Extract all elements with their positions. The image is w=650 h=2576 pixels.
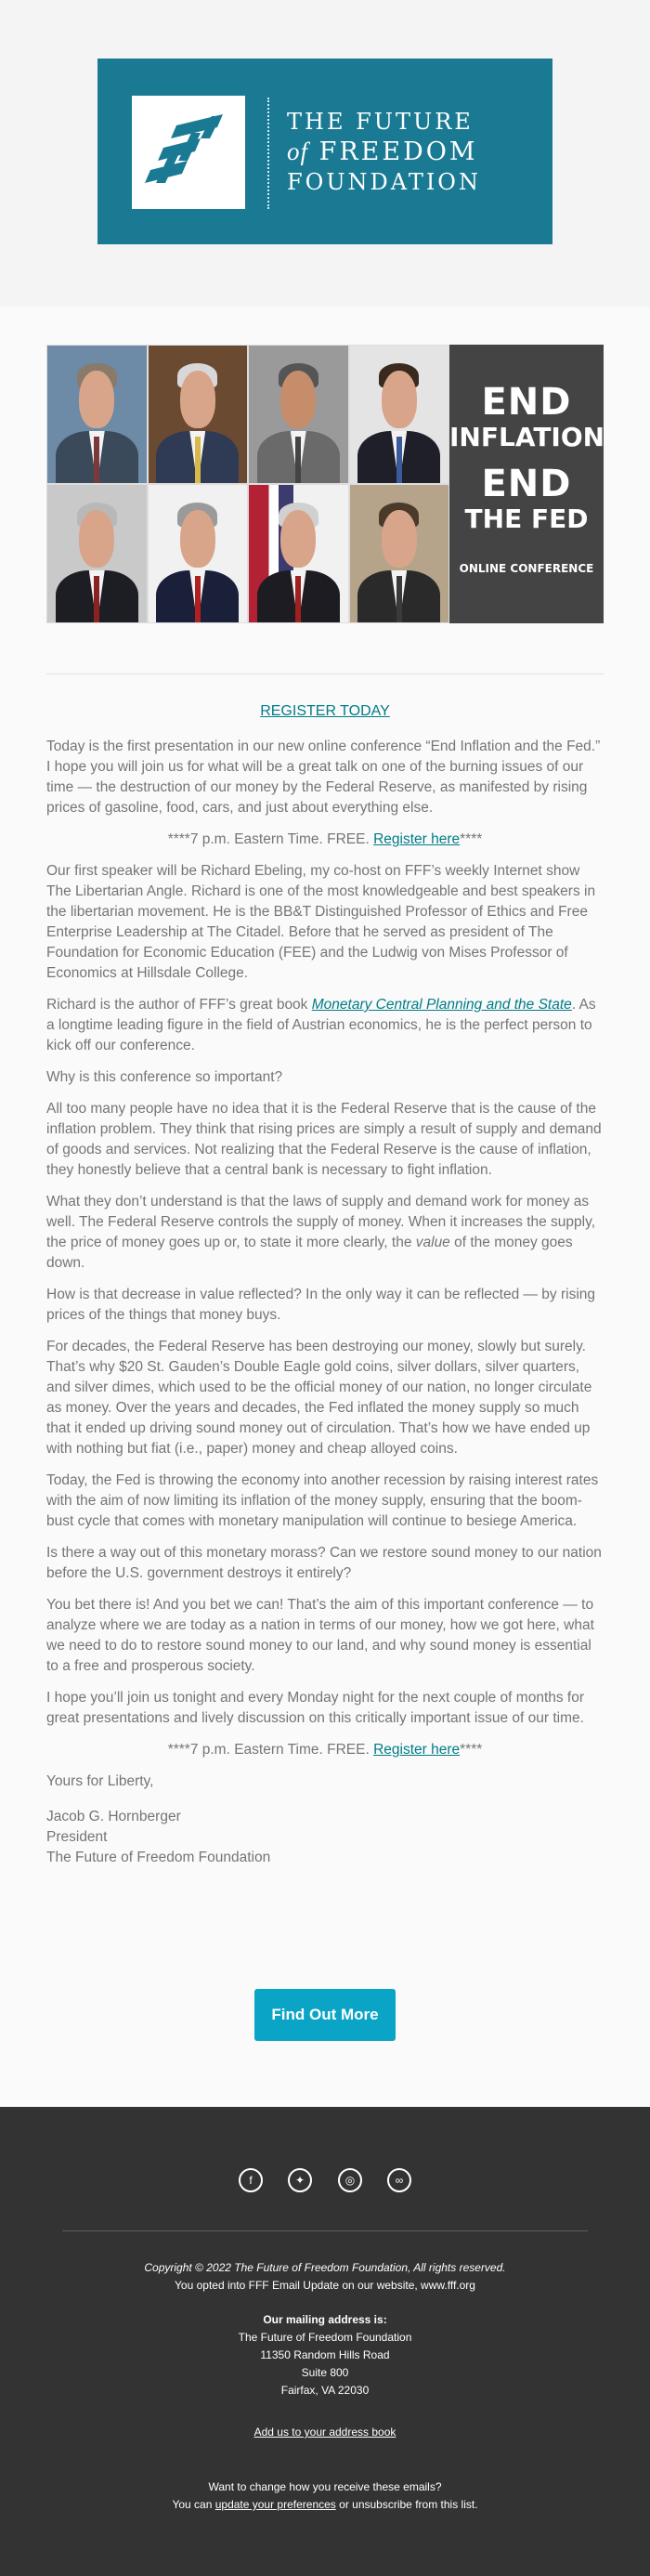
paragraph-intro: Today is the first presentation in our new online conference “End Inflation and the Fed.” I hope you will join us for what will be a great talk on one of the burning issues of our time — the destruction of our money by the Federal Reserve, as manifested by rising prices of gasoline, food, cars, and just about everything else.: [46, 739, 601, 816]
book-suffix: . As a longtime leading figure in the field of Austrian economics, he is the perfect person to kick off our conference.: [46, 997, 596, 1053]
paragraph-question: Why is this conference so important?: [46, 1069, 283, 1085]
find-out-more-button[interactable]: Find Out More: [254, 1989, 396, 2041]
speaker-photo: [248, 345, 349, 484]
event-time-suffix: ****: [460, 831, 483, 847]
closing: Yours for Liberty,: [46, 1773, 154, 1789]
supply-prefix: What they don’t understand is that the laws of supply and demand work for money as well. The Federal Reserve controls the supply of money. When it increases the supply, the price of money goes up or, to state it more clearly, the: [46, 1194, 596, 1250]
paragraph-decrease: How is that decrease in value reflected? In the only way it can be reflected — by rising prices of the things that money buys.: [46, 1287, 596, 1323]
speaker-photo: [248, 484, 349, 623]
divider: [46, 673, 604, 674]
book-title-link[interactable]: Monetary Central Planning and the State: [311, 997, 572, 1013]
supply-suffix: of the money goes down.: [46, 1235, 573, 1271]
logo-divider: [267, 98, 269, 209]
paragraph-join-us: I hope you’ll join us tonight and every Monday night for the next couple of months for great presentations and lively discussion on this critically important issue of our time.: [46, 1690, 585, 1726]
event-time-prefix: ****7 p.m. Eastern Time. FREE.: [167, 831, 374, 847]
event-time-line-2: [46, 1740, 604, 1760]
banner-the-fed: THE FED: [464, 503, 589, 534]
unsubscribe-text: or unsubscribe from this list.: [335, 2498, 478, 2511]
speaker-photos: [46, 345, 449, 623]
copyright: Copyright © 2022 The Future of Freedom Foundation, All rights reserved.: [144, 2261, 506, 2274]
banner-online-conference: ONLINE CONFERENCE: [459, 562, 594, 575]
event-time-suffix-2: ****: [460, 1742, 483, 1758]
header: [0, 0, 650, 307]
register-here-link-2[interactable]: Register here: [373, 1742, 461, 1758]
banner-end-1: END: [481, 381, 572, 424]
paragraph-way-out: Is there a way out of this monetary morass? Can we restore sound money to our nation before the U.S. government destroys it entirely?: [46, 1545, 602, 1581]
footer-text: [0, 2259, 650, 2530]
footer-divider: [62, 2230, 588, 2231]
speaker-photo: [349, 345, 450, 484]
instagram-icon[interactable]: ◎: [338, 2168, 362, 2192]
speaker-photo: [148, 484, 249, 623]
paragraph-decades: For decades, the Federal Reserve has been destroying our money, slowly but surely. That’s why $20 St. Gauden’s Double Eagle gold coins, silver dollars, silver quarters, and silver dimes, which used to be the official money of our nation, no longer circulate as money. Over the years and decades, the Fed inflated the money supply so much that it ended up driving sound money out of circulation. That’s how we have ended up with nothing but fiat (i.e., paper) money and cheap alloyed coins.: [46, 1339, 592, 1457]
logo-wordmark: [287, 107, 481, 197]
facebook-icon[interactable]: f: [239, 2168, 263, 2192]
paragraph-supply-demand: [46, 1192, 604, 1274]
you-can-text: You can: [172, 2498, 215, 2511]
opted-in-note: You opted into FFF Email Update on our website, www.fff.org: [175, 2279, 475, 2292]
footer: [0, 2107, 650, 2576]
end-inflation-panel: [449, 345, 604, 623]
signature-title: President: [46, 1829, 108, 1845]
event-time-prefix-2: ****7 p.m. Eastern Time. FREE.: [167, 1742, 374, 1758]
add-to-address-book-link[interactable]: Add us to your address book: [254, 2426, 396, 2439]
speaker-photo: [46, 345, 148, 484]
change-question: Want to change how you receive these emails?: [208, 2480, 442, 2493]
speaker-photo: [349, 484, 450, 623]
logo-line-2: FREEDOM: [318, 137, 478, 166]
paragraph-you-bet: You bet there is! And you bet we can! That’s the aim of this important conference — to analyze where we are today as a nation in terms of our money, how we got here, what we need to do to restore sound money to our land, and why sound money is essential to a free and prosperous society.: [46, 1597, 594, 1674]
fff-logo[interactable]: [98, 59, 552, 244]
email-body: [46, 701, 604, 1868]
paragraph-cause: All too many people have no idea that it is the Federal Reserve that is the cause of the inflation problem. They think that rising prices are simply a result of supply and demand of goods and services. Not realizing that the Federal Reserve is the cause of inflation, they honestly believe that a central bank is necessary to fight inflation.: [46, 1101, 602, 1178]
book-prefix: Richard is the author of FFF’s great book: [46, 997, 312, 1013]
signature-org: The Future of Freedom Foundation: [46, 1850, 271, 1865]
address-line-1: The Future of Freedom Foundation: [238, 2331, 412, 2344]
address-line-2: 11350 Random Hills Road: [260, 2348, 390, 2361]
speaker-photo: [46, 484, 148, 623]
link-icon[interactable]: ∞: [387, 2168, 411, 2192]
update-preferences-link[interactable]: update your preferences: [214, 2498, 336, 2511]
mailing-address-label: Our mailing address is:: [263, 2313, 387, 2326]
register-here-link[interactable]: Register here: [373, 831, 461, 847]
event-time-line: [46, 830, 604, 850]
speaker-photo: [148, 345, 249, 484]
fff-logo-mark-icon: [132, 96, 245, 209]
logo-line-1: THE FUTURE: [287, 109, 474, 135]
paragraph-speaker: Our first speaker will be Richard Ebeling, my co-host on FFF’s weekly Internet show The Libertarian Angle. Richard is one of the most knowledgeable and best speakers in the libertarian movement. He is the BB&T Distinguished Professor of Ethics and Free Enterprise Leadership at The Citadel. Before that he served as president of The Foundation for Economic Education (FEE) and the Ludwig von Mises Professor of Economics at Hillsdale College.: [46, 863, 596, 981]
twitter-icon[interactable]: ✦: [288, 2168, 312, 2192]
paragraph-book: [46, 995, 604, 1056]
logo-line-2-italic: of: [287, 137, 309, 165]
supply-italic: value: [415, 1235, 450, 1250]
register-today-link[interactable]: REGISTER TODAY: [260, 703, 390, 719]
banner-inflation: INFLATION: [449, 422, 605, 452]
signature-name: Jacob G. Hornberger: [46, 1809, 181, 1824]
address-line-4: Fairfax, VA 22030: [280, 2384, 370, 2397]
banner-end-2: END: [481, 463, 572, 505]
conference-banner[interactable]: [46, 345, 604, 623]
signature: [46, 1807, 604, 1868]
logo-line-3: FOUNDATION: [287, 169, 481, 195]
address-line-3: Suite 800: [301, 2366, 349, 2379]
social-links: [239, 2168, 411, 2192]
paragraph-today: Today, the Fed is throwing the economy into another recession by raising interest rates with the aim of now limiting its inflation of the money supply, ensuring that the boom-bust cycle that comes with monetary manipulation will continue to besiege America.: [46, 1472, 599, 1529]
